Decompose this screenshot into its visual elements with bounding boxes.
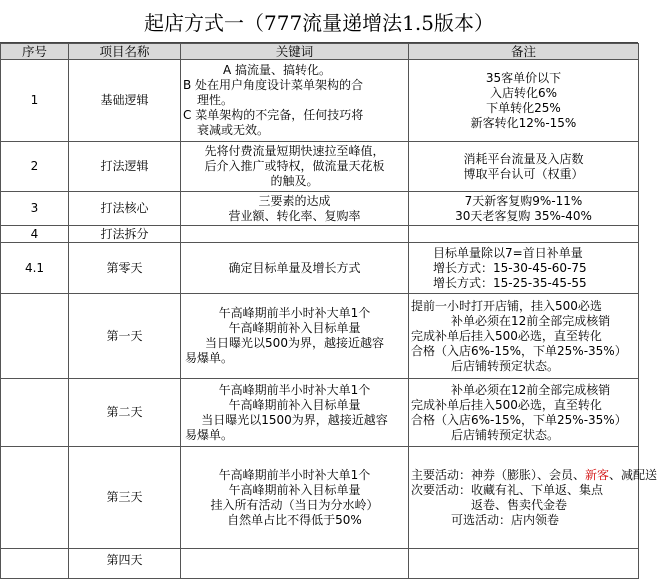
table-row xyxy=(1,379,639,447)
kw-line: 易爆单。 xyxy=(185,427,234,442)
row-keywords xyxy=(181,294,409,379)
kw-line: B 处在用户角度设计菜单架构的合 xyxy=(183,78,364,92)
row-notes xyxy=(409,142,639,192)
table-row xyxy=(1,243,639,294)
row-num: 4 xyxy=(1,226,69,243)
note-line: 补单必须在12前全部完成核销 xyxy=(451,382,611,397)
note-line: 增长方式：15-30-45-60-75 xyxy=(433,260,587,275)
kw-line: 午高峰期前补入目标单量 xyxy=(228,482,361,497)
row-name: 打法逻辑 xyxy=(69,142,181,192)
kw-line: 当日曝光以1500为界，越接近越容 xyxy=(201,412,388,427)
note-line: 7天新客复购9%-11% xyxy=(464,193,583,208)
table-header-row xyxy=(1,44,639,60)
col-header-name: 项目名称 xyxy=(69,44,181,60)
kw-line: 衰减或无效。 xyxy=(197,123,270,137)
row-keywords xyxy=(181,60,409,142)
note-line: 补单必须在12前全部完成核销 xyxy=(451,313,611,328)
note-line: 博取平台认可（权重） xyxy=(463,166,584,181)
kw-line: 午高峰期前补入目标单量 xyxy=(228,321,361,335)
note-line: 合格（入店6%-15%，下单25%-35%） xyxy=(411,343,627,358)
table-row xyxy=(1,549,639,579)
note-line: 新客转化12%-15% xyxy=(470,115,577,130)
row-num xyxy=(1,379,69,447)
row-name: 打法拆分 xyxy=(69,226,181,243)
row-name: 打法核心 xyxy=(69,192,181,226)
row-notes xyxy=(409,192,639,226)
kw-line: 理性。 xyxy=(197,93,234,107)
note-line: 后店铺转预定状态。 xyxy=(451,358,560,373)
row-keywords xyxy=(181,142,409,192)
note-main-activities xyxy=(411,467,657,483)
note-line: 下单转化25% xyxy=(486,100,561,115)
row-notes xyxy=(409,379,639,447)
table-row xyxy=(1,192,639,226)
kw-line: 的触及。 xyxy=(270,174,319,188)
note-line: 提前一小时打开店铺，挂入500必选 xyxy=(411,298,602,313)
note-line: 返卷、售卖代金卷 xyxy=(471,497,568,512)
row-name: 第一天 xyxy=(69,294,181,379)
note-line: 消耗平台流量及入店数 xyxy=(463,151,584,166)
table-row xyxy=(1,294,639,379)
table-row xyxy=(1,60,639,142)
kw-line: 营业额、转化率、复购率 xyxy=(228,208,361,223)
row-num: 2 xyxy=(1,142,69,192)
row-num xyxy=(1,294,69,379)
note-line: 完成补单后挂入500必选，直至转化 xyxy=(411,397,602,412)
row-notes xyxy=(409,294,639,379)
kw-line: 自然单占比不得低于50% xyxy=(227,512,362,527)
row-notes xyxy=(409,549,639,579)
row-name: 第四天 xyxy=(69,549,181,579)
row-keywords xyxy=(181,243,409,294)
plan-table xyxy=(0,43,657,579)
note-line: 次要活动：收藏有礼、下单返、集点 xyxy=(411,482,604,497)
note-line: 入店转化6% xyxy=(489,85,558,100)
row-notes xyxy=(409,226,639,243)
row-keywords xyxy=(181,379,409,447)
row-num: 1 xyxy=(1,60,69,142)
kw-line: 午高峰期前半小时补大单1个 xyxy=(218,306,371,320)
note-main-red: 新客 xyxy=(585,467,610,482)
note-line: 增长方式：15-25-35-45-55 xyxy=(433,275,587,290)
row-keywords xyxy=(181,447,409,549)
table-row xyxy=(1,226,639,243)
kw-line: A 搞流量、搞转化。 xyxy=(223,63,332,77)
note-line: 目标单量除以7=首日补单量 xyxy=(433,245,583,260)
row-notes xyxy=(409,243,639,294)
kw-line: 确定目标单量及增长方式 xyxy=(228,260,361,275)
kw-line: 午高峰期前半小时补大单1个 xyxy=(218,467,371,482)
kw-line: 三要素的达成 xyxy=(258,193,331,208)
row-notes xyxy=(409,60,639,142)
note-line: 完成补单后挂入500必选，直至转化 xyxy=(411,328,602,343)
row-keywords xyxy=(181,549,409,579)
row-name: 第零天 xyxy=(69,243,181,294)
note-line: 后店铺转预定状态。 xyxy=(451,427,560,442)
row-keywords xyxy=(181,192,409,226)
note-line: 35客单价以下 xyxy=(485,70,562,85)
col-header-notes: 备注 xyxy=(409,44,639,60)
kw-line: C 菜单架构的不完备，任何技巧将 xyxy=(183,108,364,122)
note-line: 合格（入店6%-15%，下单25%-35%） xyxy=(411,412,627,427)
kw-line: 后介入推广或特权，做流量天花板 xyxy=(204,159,385,173)
note-main-suffix: 、减配送 xyxy=(609,467,657,482)
row-name: 第二天 xyxy=(69,379,181,447)
kw-line: 先将付费流量短期快速拉至峰值， xyxy=(204,144,385,158)
note-line: 30天老客复购 35%-40% xyxy=(455,208,592,223)
row-num xyxy=(1,447,69,549)
page-title: 起店方式一（777流量递增法1.5版本） xyxy=(0,0,638,43)
row-name: 第三天 xyxy=(69,447,181,549)
col-header-keywords: 关键词 xyxy=(181,44,409,60)
kw-line: 午高峰期前补入目标单量 xyxy=(228,397,361,412)
row-keywords xyxy=(181,226,409,243)
row-num: 4.1 xyxy=(1,243,69,294)
note-main-prefix: 主要活动：神券（膨胀）、会员、 xyxy=(411,467,586,482)
row-num xyxy=(1,549,69,579)
table-row xyxy=(1,447,639,549)
kw-line: 当日曝光以500为界，越接近越容 xyxy=(205,336,384,350)
note-line: 可选活动：店内领卷 xyxy=(451,512,560,527)
col-header-num: 序号 xyxy=(1,44,69,60)
kw-line: 挂入所有活动（当日为分水岭） xyxy=(210,497,379,512)
kw-line: 易爆单。 xyxy=(185,351,234,365)
table-row xyxy=(1,142,639,192)
kw-line: 午高峰期前半小时补大单1个 xyxy=(218,382,371,397)
row-num: 3 xyxy=(1,192,69,226)
row-name: 基础逻辑 xyxy=(69,60,181,142)
row-notes xyxy=(409,447,657,549)
